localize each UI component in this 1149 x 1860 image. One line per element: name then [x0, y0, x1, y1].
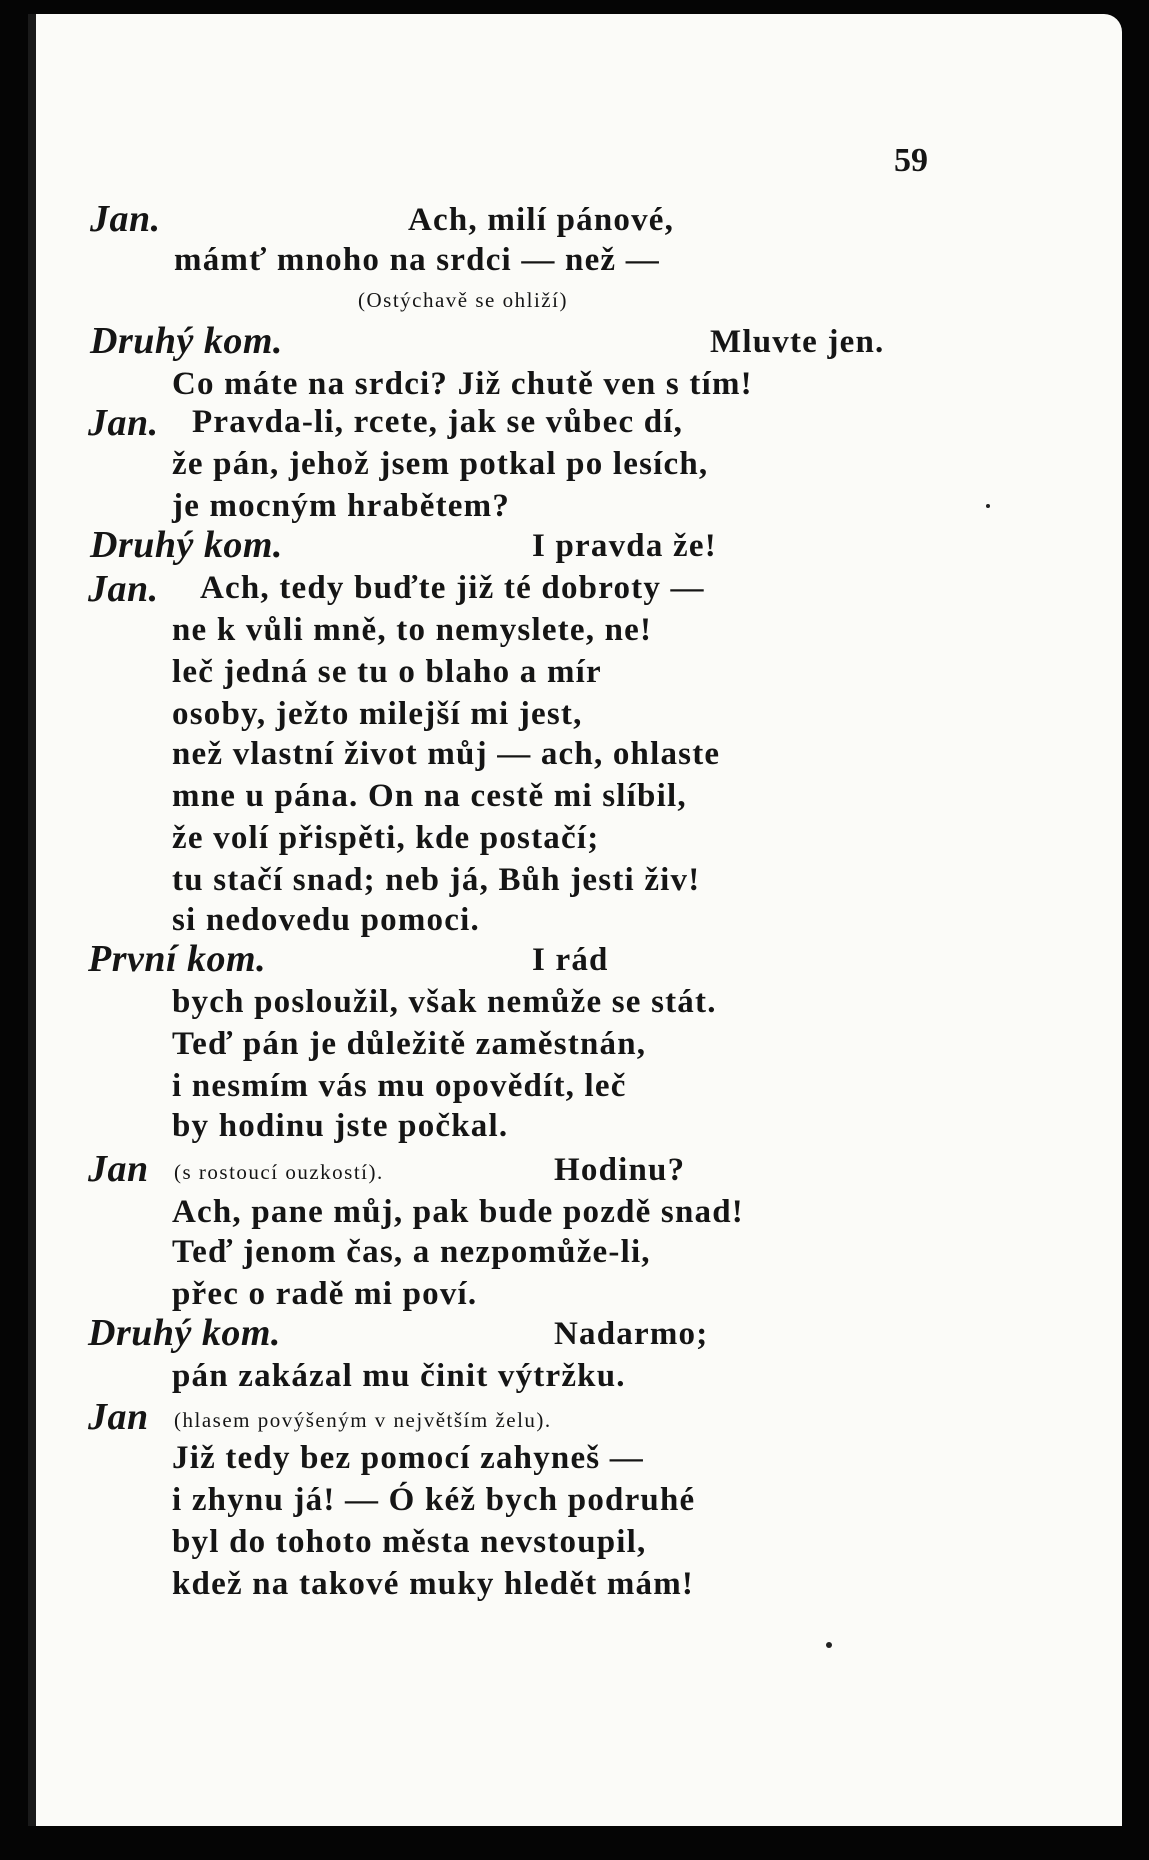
- verse-line: je mocným hrabětem?: [172, 488, 511, 524]
- verse-line: Nadarmo;: [554, 1316, 709, 1352]
- verse-line: přec o radě mi poví.: [172, 1276, 478, 1312]
- ink-speck: [986, 504, 990, 508]
- verse-line: ne k vůli mně, to nemyslete, ne!: [172, 612, 653, 648]
- verse-line: by hodinu jste počkal.: [172, 1108, 509, 1144]
- verse-line: Co máte na srdci? Již chutě ven s tím!: [172, 366, 753, 402]
- verse-line: I pravda že!: [532, 528, 717, 564]
- verse-line: tu stačí snad; neb já, Bůh jesti živ!: [172, 862, 701, 898]
- stage-direction: (hlasem povýšeným v největším želu).: [174, 1408, 552, 1432]
- stage-direction: (s rostoucí ouzkostí).: [174, 1160, 384, 1184]
- verse-line: kdež na takové muky hledět mám!: [172, 1566, 695, 1602]
- verse-line: Teď pán je důležitě zaměstnán,: [172, 1026, 647, 1062]
- verse-line: Ach, pane můj, pak bude pozdě snad!: [172, 1194, 744, 1230]
- verse-line: mámť mnoho na srdci — než —: [174, 242, 660, 278]
- verse-line: Pravda-li, rcete, jak se vůbec dí,: [192, 404, 684, 440]
- verse-line: bych posloužil, však nemůže se stát.: [172, 984, 717, 1020]
- verse-line: Hodinu?: [554, 1152, 686, 1188]
- speaker-name: Jan.: [90, 198, 161, 240]
- verse-line: Teď jenom čas, a nezpomůže-li,: [172, 1234, 651, 1270]
- verse-line: I rád: [532, 942, 609, 978]
- speaker-name: První kom.: [88, 938, 267, 980]
- speaker-name: Jan.: [88, 402, 159, 444]
- verse-line: leč jedná se tu o blaho a mír: [172, 654, 602, 690]
- speaker-name: Druhý kom.: [90, 524, 283, 566]
- verse-line: byl do tohoto města nevstoupil,: [172, 1524, 647, 1560]
- speaker-name: Jan.: [88, 568, 159, 610]
- verse-line: než vlastní život můj — ach, ohlaste: [172, 736, 721, 772]
- ink-speck: [826, 1642, 832, 1648]
- speaker-name: Jan: [88, 1396, 149, 1438]
- page-number: 59: [894, 142, 928, 179]
- speaker-name: Druhý kom.: [88, 1312, 281, 1354]
- verse-line: i nesmím vás mu opovědít, leč: [172, 1068, 627, 1104]
- verse-line: Ach, tedy buďte již té dobroty —: [200, 570, 705, 606]
- verse-line: si nedovedu pomoci.: [172, 902, 480, 938]
- stage-direction: (Ostýchavě se ohliží): [358, 288, 568, 312]
- verse-line: že pán, jehož jsem potkal po lesích,: [172, 446, 709, 482]
- verse-line: Mluvte jen.: [710, 324, 885, 360]
- speaker-name: Jan: [88, 1148, 149, 1190]
- verse-line: Již tedy bez pomocí zahyneš —: [172, 1440, 645, 1476]
- verse-line: Ach, milí pánové,: [408, 202, 675, 238]
- speaker-name: Druhý kom.: [90, 320, 283, 362]
- verse-line: že volí přispěti, kde postačí;: [172, 820, 600, 856]
- verse-line: i zhynu já! — Ó kéž bych podruhé: [172, 1482, 696, 1518]
- verse-line: pán zakázal mu činit výtržku.: [172, 1358, 626, 1394]
- verse-line: osoby, ježto milejší mi jest,: [172, 696, 583, 732]
- verse-line: mne u pána. On na cestě mi slíbil,: [172, 778, 687, 814]
